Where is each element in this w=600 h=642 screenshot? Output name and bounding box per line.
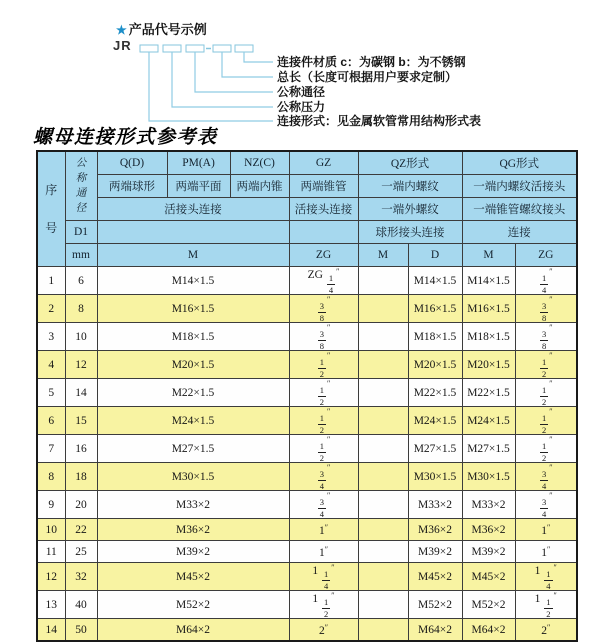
- cell-qz_m: [358, 435, 408, 463]
- cell-qg_zg: $\frac{3}{4}$ ″: [515, 491, 577, 519]
- header-nominal-diameter: 公称通径: [65, 151, 97, 221]
- cell-no: 14: [37, 619, 65, 642]
- cell-no: 4: [37, 351, 65, 379]
- header-form-pma: PM(A): [167, 151, 230, 175]
- cell-qz_d: M36×2: [408, 519, 462, 541]
- table-title: 螺母连接形式参考表: [33, 127, 218, 148]
- table-row: [37, 463, 577, 491]
- diagram-heading-text: 产品代号示例: [128, 22, 207, 37]
- cell-zg: $\frac{1}{2}$ ″: [289, 435, 358, 463]
- code-box: [213, 45, 231, 52]
- header-unit-qz-d: D: [408, 244, 462, 267]
- cell-qz_m: [358, 563, 408, 591]
- cell-qg_m: M18×1.5: [462, 323, 515, 351]
- cell-dn: 14: [65, 379, 97, 407]
- cell-qg_zg: $\frac{3}{4}$ ″: [515, 463, 577, 491]
- cell-no: 10: [37, 519, 65, 541]
- cell-no: 6: [37, 407, 65, 435]
- cell-dn: 10: [65, 323, 97, 351]
- cell-zg: $\frac{3}{8}$ ″: [289, 295, 358, 323]
- table-row: [37, 591, 577, 619]
- header-end-qz: 一端内螺纹: [358, 175, 462, 198]
- table-row: [37, 379, 577, 407]
- cell-dn: 50: [65, 619, 97, 642]
- table-row: [37, 541, 577, 563]
- cell-qz_d: M18×1.5: [408, 323, 462, 351]
- cell-no: 7: [37, 435, 65, 463]
- header-end-nzc: 两端内锥: [230, 175, 289, 198]
- code-box: [140, 45, 158, 52]
- cell-qg_zg: 1 $\frac{1}{2}$ ″: [515, 591, 577, 619]
- header-d1: D1: [65, 221, 97, 244]
- cell-qz_d: M64×2: [408, 619, 462, 642]
- cell-qz_d: M20×1.5: [408, 351, 462, 379]
- header-end-qd: 两端球形: [97, 175, 167, 198]
- cell-qg_zg: $\frac{1}{2}$ ″: [515, 351, 577, 379]
- cell-qz_d: M33×2: [408, 491, 462, 519]
- code-label-pressure: 公称压力: [277, 100, 326, 114]
- cell-m: M24×1.5: [97, 407, 289, 435]
- cell-no: 11: [37, 541, 65, 563]
- cell-m: M22×1.5: [97, 379, 289, 407]
- table-row: [37, 407, 577, 435]
- cell-no: 5: [37, 379, 65, 407]
- cell-qz_m: [358, 323, 408, 351]
- cell-dn: 20: [65, 491, 97, 519]
- nut-connection-table: [36, 150, 578, 642]
- table-row: [37, 323, 577, 351]
- cell-qg_zg: $\frac{3}{8}$ ″: [515, 323, 577, 351]
- cell-dn: 6: [65, 267, 97, 295]
- cell-zg: 1″: [289, 541, 358, 563]
- code-box: [235, 45, 253, 52]
- code-label-length: 总长（长度可根据用户要求定制）: [277, 70, 458, 84]
- cell-m: M33×2: [97, 491, 289, 519]
- cell-qz_d: M16×1.5: [408, 295, 462, 323]
- cell-qg_zg: $\frac{1}{4}$ ″: [515, 267, 577, 295]
- cell-dn: 18: [65, 463, 97, 491]
- cell-no: 2: [37, 295, 65, 323]
- cell-qg_m: M16×1.5: [462, 295, 515, 323]
- cell-qg_m: M39×2: [462, 541, 515, 563]
- header-unit-qz-m: M: [358, 244, 408, 267]
- cell-qz_d: M39×2: [408, 541, 462, 563]
- table-body: [37, 267, 577, 642]
- cell-dn: 12: [65, 351, 97, 379]
- cell-qz_m: [358, 351, 408, 379]
- table-row: [37, 295, 577, 323]
- cell-dn: 32: [65, 563, 97, 591]
- table-row: [37, 351, 577, 379]
- cell-qg_zg: $\frac{1}{2}$ ″: [515, 407, 577, 435]
- code-prefix: JR: [113, 38, 132, 53]
- cell-m: M39×2: [97, 541, 289, 563]
- cell-qg_zg: 1″: [515, 519, 577, 541]
- table-row: [37, 519, 577, 541]
- header-form-qz: QZ形式: [358, 151, 462, 175]
- cell-qg_m: M52×2: [462, 591, 515, 619]
- cell-no: 3: [37, 323, 65, 351]
- cell-m: M18×1.5: [97, 323, 289, 351]
- table-row: [37, 563, 577, 591]
- header-conn-ball: 球形接头连接: [358, 221, 462, 244]
- cell-qg_zg: $\frac{3}{8}$ ″: [515, 295, 577, 323]
- header-form-gz: GZ: [289, 151, 358, 175]
- cell-qg_zg: $\frac{1}{2}$ ″: [515, 379, 577, 407]
- header-form-nzc: NZ(C): [230, 151, 289, 175]
- header-mm: mm: [65, 244, 97, 267]
- star-icon: ★: [116, 23, 127, 37]
- table-header: [37, 151, 577, 267]
- cell-no: 12: [37, 563, 65, 591]
- cell-m: M52×2: [97, 591, 289, 619]
- cell-qg_m: M22×1.5: [462, 379, 515, 407]
- cell-qg_m: M24×1.5: [462, 407, 515, 435]
- cell-qz_d: M30×1.5: [408, 463, 462, 491]
- cell-qg_m: M45×2: [462, 563, 515, 591]
- cell-qz_m: [358, 267, 408, 295]
- table-row: [37, 619, 577, 642]
- header-blank: [289, 221, 358, 244]
- cell-dn: 15: [65, 407, 97, 435]
- cell-zg: 1 $\frac{1}{4}$ ″: [289, 563, 358, 591]
- code-box: [186, 45, 204, 52]
- code-label-connform: 连接形式：见金属软管常用结构形式表: [277, 114, 482, 128]
- header-conn-qz-ext: 一端外螺纹: [358, 198, 462, 221]
- header-form-qd: Q(D): [97, 151, 167, 175]
- cell-qz_m: [358, 619, 408, 642]
- header-unit-m: M: [97, 244, 289, 267]
- cell-zg: $\frac{3}{4}$ ″: [289, 491, 358, 519]
- cell-qg_zg: 2″: [515, 619, 577, 642]
- cell-qg_m: M14×1.5: [462, 267, 515, 295]
- header-conn-join: 连接: [462, 221, 577, 244]
- cell-zg: $\frac{3}{4}$ ″: [289, 463, 358, 491]
- cell-qg_m: M33×2: [462, 491, 515, 519]
- header-unit-qg-zg: ZG: [515, 244, 577, 267]
- header-unit-zg: ZG: [289, 244, 358, 267]
- header-conn-gz: 活接头连接: [289, 198, 358, 221]
- table-row: [37, 491, 577, 519]
- code-label-material: 连接件材质 c：为碳钢 b：为不锈钢: [277, 55, 466, 69]
- cell-no: 1: [37, 267, 65, 295]
- header-end-pma: 两端平面: [167, 175, 230, 198]
- diagram-heading: [116, 19, 207, 38]
- cell-qg_m: M36×2: [462, 519, 515, 541]
- cell-qz_m: [358, 541, 408, 563]
- table-row: [37, 267, 577, 295]
- header-end-qg: 一端内螺纹活接头: [462, 175, 577, 198]
- cell-qg_m: M30×1.5: [462, 463, 515, 491]
- cell-qz_m: [358, 491, 408, 519]
- cell-qz_d: M24×1.5: [408, 407, 462, 435]
- table-row: [37, 435, 577, 463]
- cell-zg: 1″: [289, 519, 358, 541]
- cell-qg_m: M27×1.5: [462, 435, 515, 463]
- cell-zg: 1 $\frac{1}{2}$ ″: [289, 591, 358, 619]
- cell-dn: 25: [65, 541, 97, 563]
- cell-qz_d: M52×2: [408, 591, 462, 619]
- cell-m: M45×2: [97, 563, 289, 591]
- cell-dn: 8: [65, 295, 97, 323]
- cell-m: M16×1.5: [97, 295, 289, 323]
- cell-m: M36×2: [97, 519, 289, 541]
- header-conn-qg-taper: 一端锥管螺纹接头: [462, 198, 577, 221]
- header-end-gz: 两端锥管: [289, 175, 358, 198]
- cell-zg: $\frac{1}{2}$ ″: [289, 351, 358, 379]
- cell-no: 8: [37, 463, 65, 491]
- cell-qz_m: [358, 407, 408, 435]
- cell-qz_m: [358, 519, 408, 541]
- cell-qz_m: [358, 379, 408, 407]
- cell-zg: $\frac{3}{8}$ ″: [289, 323, 358, 351]
- cell-qz_d: M45×2: [408, 563, 462, 591]
- header-form-qg: QG形式: [462, 151, 577, 175]
- cell-qz_m: [358, 295, 408, 323]
- cell-qg_m: M64×2: [462, 619, 515, 642]
- cell-qz_d: M27×1.5: [408, 435, 462, 463]
- code-label-diameter: 公称通径: [277, 85, 326, 99]
- cell-qz_m: [358, 591, 408, 619]
- cell-qg_zg: $\frac{1}{2}$ ″: [515, 435, 577, 463]
- cell-no: 9: [37, 491, 65, 519]
- code-box: [163, 45, 181, 52]
- header-serial: 序号: [37, 151, 65, 267]
- cell-m: M14×1.5: [97, 267, 289, 295]
- cell-qz_d: M14×1.5: [408, 267, 462, 295]
- header-unit-qg-m: M: [462, 244, 515, 267]
- cell-dn: 16: [65, 435, 97, 463]
- cell-zg: ZG $\frac{1}{4}$ ″: [289, 267, 358, 295]
- cell-qg_m: M20×1.5: [462, 351, 515, 379]
- cell-zg: 2″: [289, 619, 358, 642]
- cell-qz_d: M22×1.5: [408, 379, 462, 407]
- cell-qg_zg: 1 $\frac{1}{4}$ ″: [515, 563, 577, 591]
- cell-m: M30×1.5: [97, 463, 289, 491]
- cell-dn: 40: [65, 591, 97, 619]
- cell-zg: $\frac{1}{2}$ ″: [289, 407, 358, 435]
- cell-qz_m: [358, 463, 408, 491]
- cell-m: M27×1.5: [97, 435, 289, 463]
- cell-m: M64×2: [97, 619, 289, 642]
- header-conn-union: 活接头连接: [97, 198, 289, 221]
- cell-dn: 22: [65, 519, 97, 541]
- cell-qg_zg: 1″: [515, 541, 577, 563]
- cell-zg: $\frac{1}{2}$ ″: [289, 379, 358, 407]
- cell-no: 13: [37, 591, 65, 619]
- cell-m: M20×1.5: [97, 351, 289, 379]
- header-blank: [97, 221, 289, 244]
